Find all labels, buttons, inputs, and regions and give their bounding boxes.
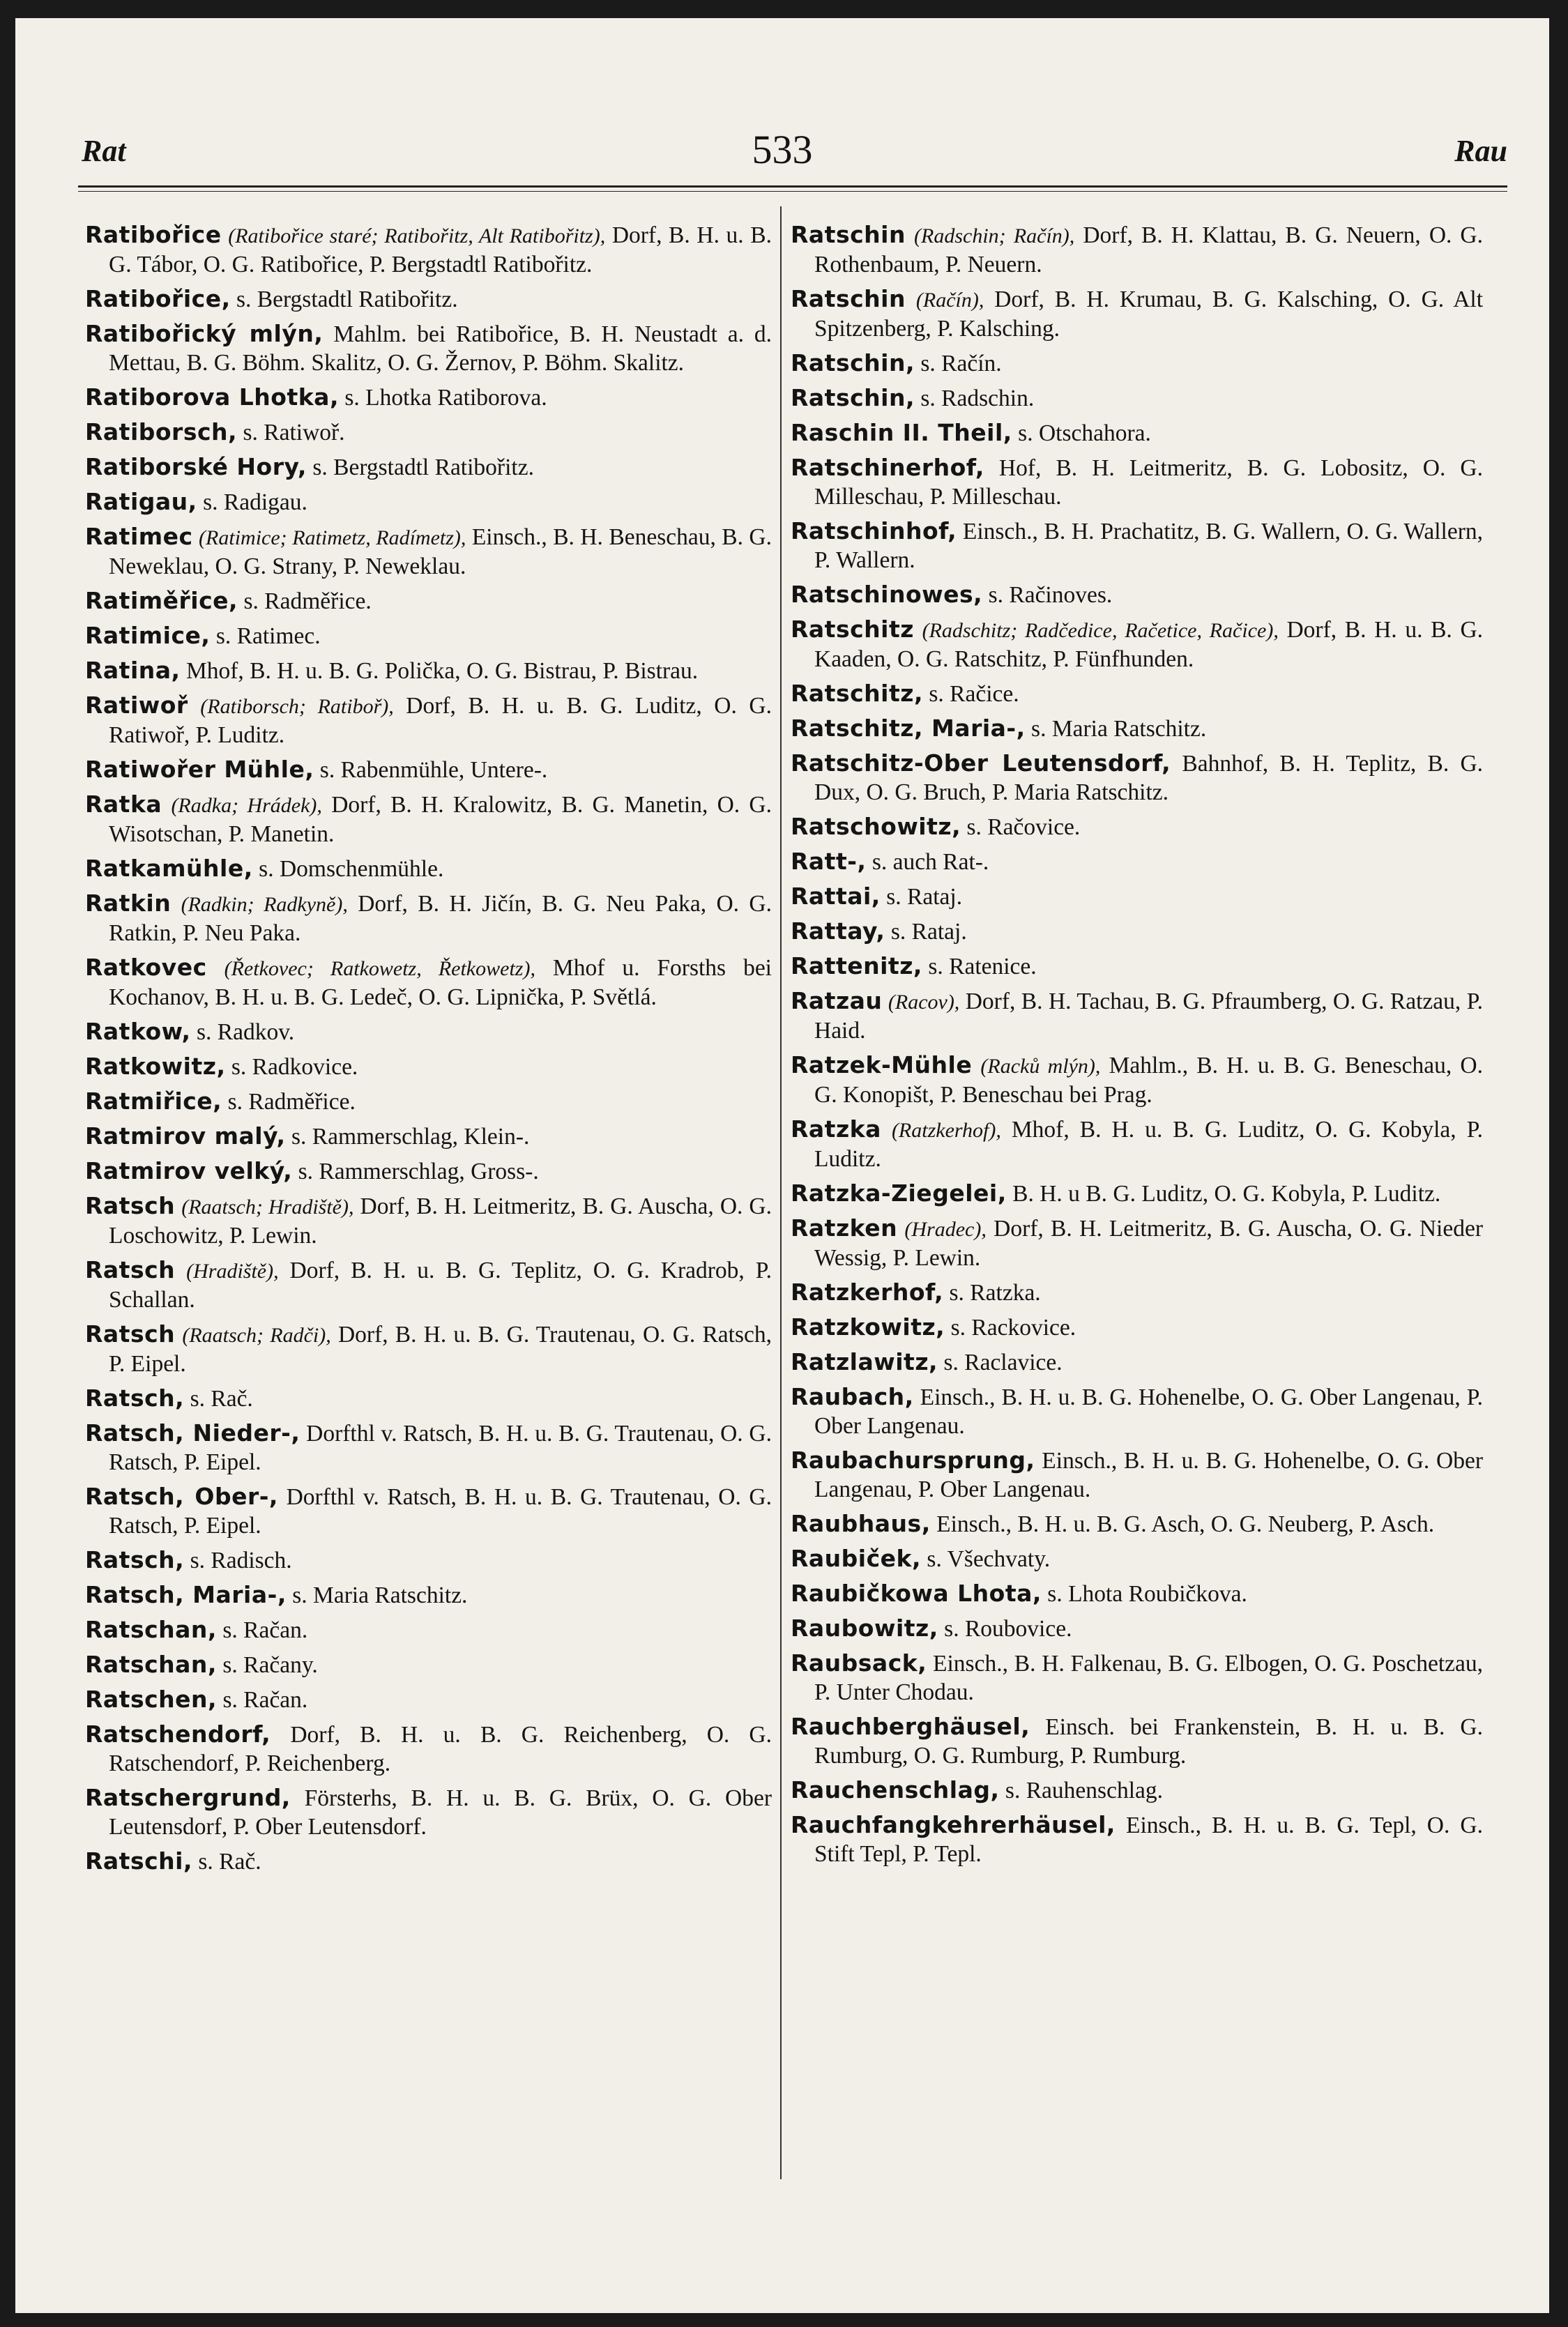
entry-headword: Ratzek-Mühle: [791, 1051, 973, 1078]
gazetteer-entry: [85, 621, 772, 650]
entry-description: Mhof u. Forsths bei Kochanov, B. H. u. B. G. Ledeč, O. G. Lipnička, P. Světlá.: [109, 955, 772, 1010]
gazetteer-entry: [85, 1384, 772, 1413]
entry-description: s. Bergstadtl Ratibořitz.: [306, 455, 534, 480]
gazetteer-entry: [791, 679, 1483, 708]
entry-headword: Ratschin,: [791, 349, 915, 376]
gazetteer-entry: [791, 847, 1483, 876]
entry-description: s. Radigau.: [197, 489, 307, 515]
gazetteer-entry: [791, 986, 1483, 1045]
entry-variant-names: (Hradiště),: [186, 1260, 279, 1283]
entry-description: s. Lhota Roubičkova.: [1041, 1581, 1247, 1607]
header-rule: [78, 185, 1507, 188]
gazetteer-entry: [85, 1546, 772, 1575]
entry-description: Dorf, B. H. u. B. G. Reichenberg, O. G. Ratschendorf, P. Reichenberg.: [109, 1722, 772, 1776]
entry-headword: Ratsch: [85, 1320, 176, 1348]
entry-headword: Raubsack,: [791, 1649, 927, 1677]
gazetteer-entry: [791, 1214, 1483, 1272]
entry-headword: Rauchberghäusel,: [791, 1713, 1030, 1740]
entry-headword: Ratsch: [85, 1192, 176, 1219]
entry-description: s. Rammerschlag, Gross-.: [292, 1159, 539, 1184]
entry-description: s. Roubovice.: [938, 1616, 1072, 1642]
gazetteer-entry: [791, 1810, 1483, 1868]
gazetteer-entry: [791, 580, 1483, 609]
entry-headword: Raubachursprung,: [791, 1447, 1035, 1474]
gazetteer-entry: [85, 319, 772, 377]
entry-variant-names: (Ratiborsch; Ratiboř),: [200, 695, 394, 718]
entry-headword: Ratt-,: [791, 848, 867, 875]
entry-description: B. H. u B. G. Luditz, O. G. Kobyla, P. Luditz.: [1006, 1181, 1441, 1207]
column-divider: [780, 206, 782, 2179]
entry-description: s. Radkovice.: [225, 1054, 358, 1080]
entry-description: Dorf, B. H. Leitmeritz, B. G. Auscha, O. G. Loschowitz, P. Lewin.: [109, 1193, 772, 1249]
entry-headword: Rattay,: [791, 917, 885, 945]
gazetteer-entry: [791, 1382, 1483, 1440]
entry-headword: Ratzka: [791, 1115, 881, 1143]
entry-headword: Rattai,: [791, 883, 881, 910]
gazetteer-entry: [791, 1115, 1483, 1173]
entry-description: s. Radměřice.: [238, 588, 372, 614]
gazetteer-entry: [791, 453, 1483, 511]
entry-description: s. Otschahora.: [1012, 420, 1151, 446]
gazetteer-entry: [85, 452, 772, 482]
entry-headword: Ratschinerhof,: [791, 454, 984, 481]
entry-headword: Ratibořice: [85, 221, 222, 248]
entry-variant-names: (Ratimice; Ratimetz, Radímetz),: [199, 526, 466, 549]
entry-headword: Ratzka-Ziegelei,: [791, 1180, 1007, 1207]
entry-description: s. Rammerschlag, Klein-.: [285, 1124, 530, 1150]
entry-headword: Ratsch: [85, 1256, 176, 1283]
entry-headword: Ratschitz-Ober Leutensdorf,: [791, 749, 1171, 777]
entry-description: Einsch., B. H. u. B. G. Asch, O. G. Neuberg, P. Asch.: [930, 1511, 1435, 1537]
gazetteer-entry: [791, 812, 1483, 841]
gazetteer-entry: [85, 1847, 772, 1876]
entry-description: s. Radměřice.: [222, 1089, 356, 1115]
gazetteer-entry: [85, 1720, 772, 1778]
entry-headword: Raschin II. Theil,: [791, 419, 1012, 446]
gazetteer-entry: [791, 1313, 1483, 1342]
gazetteer-entry: [791, 220, 1483, 279]
gazetteer-entry: [791, 714, 1483, 743]
entry-headword: Ratmirov malý,: [85, 1122, 286, 1150]
gazetteer-entry: [85, 1017, 772, 1046]
entry-description: Dorf, B. H. u. B. G. Luditz, O. G. Ratiwoř, P. Luditz.: [109, 693, 772, 748]
gazetteer-entry: [85, 220, 772, 279]
entry-headword: Ratzkowitz,: [791, 1313, 945, 1341]
gazetteer-entry: [85, 418, 772, 447]
entry-variant-names: (Radschitz; Radčedice, Račetice, Račice),: [922, 619, 1279, 642]
entry-variant-names: (Řetkovec; Ratkowetz, Řetkowetz),: [224, 957, 535, 980]
gazetteer-entry: [85, 1419, 772, 1477]
gazetteer-entry: [85, 953, 772, 1012]
entry-headword: Ratimec: [85, 523, 193, 550]
entry-description: s. Rač.: [184, 1386, 253, 1412]
gazetteer-entry: [791, 1179, 1483, 1208]
gazetteer-entry: [791, 1348, 1483, 1377]
entry-variant-names: (Radka; Hrádek),: [171, 794, 322, 817]
gazetteer-entry: [791, 284, 1483, 343]
entry-headword: Ratschan,: [85, 1616, 217, 1643]
entry-headword: Ratschinhof,: [791, 517, 957, 544]
gazetteer-entry: [85, 487, 772, 517]
entry-variant-names: (Racků mlýn),: [980, 1055, 1101, 1078]
entry-description: s. Ratenice.: [922, 954, 1037, 979]
entry-description: Försterhs, B. H. u. B. G. Brüx, O. G. Ober Leutensdorf, P. Ober Leutensdorf.: [109, 1785, 772, 1840]
gazetteer-entry: [85, 755, 772, 784]
gazetteer-entry: [85, 284, 772, 314]
entry-description: Einsch. bei Frankenstein, B. H. u. B. G. Rumburg, O. G. Rumburg, P. Rumburg.: [814, 1714, 1483, 1769]
entry-description: Mahlm. bei Ratibořice, B. H. Neustadt a. d. Mettau, B. G. Böhm. Skalitz, O. G. Žernov, P. Böhm. Skalitz.: [109, 321, 772, 376]
entry-description: Einsch., B. H. Beneschau, B. G. Neweklau, O. G. Strany, P. Neweklau.: [109, 524, 772, 579]
gazetteer-entry: [85, 790, 772, 848]
entry-description: s. Ratimec.: [210, 623, 321, 649]
entry-description: s. Rauhenschlag.: [999, 1778, 1163, 1803]
entry-description: Dorf, B. H. u. B. G. Teplitz, O. G. Kradrob, P. Schallan.: [109, 1258, 772, 1313]
entry-headword: Raubach,: [791, 1383, 914, 1410]
entry-headword: Ratkow,: [85, 1018, 191, 1045]
gazetteer-entry: [791, 882, 1483, 911]
gazetteer-entry: [791, 349, 1483, 378]
entry-description: Dorf, B. H. Tachau, B. G. Pfraumberg, O. G. Ratzau, P. Haid.: [814, 989, 1483, 1044]
entry-headword: Ratka: [85, 791, 162, 818]
entry-description: Mhof, B. H. u. B. G. Polička, O. G. Bistrau, P. Bistrau.: [180, 658, 699, 684]
entry-description: Dorf, B. H. Leitmeritz, B. G. Auscha, O. G. Nieder Wessig, P. Lewin.: [814, 1216, 1483, 1271]
entry-variant-names: (Ratibořice staré; Ratibořitz, Alt Ratibořitz),: [228, 224, 606, 247]
entry-headword: Raubhaus,: [791, 1510, 931, 1537]
entry-headword: Ratschitz, Maria-,: [791, 715, 1026, 742]
entry-headword: Raubiček,: [791, 1545, 922, 1572]
entry-headword: Raubowitz,: [791, 1615, 938, 1642]
gazetteer-entry: [85, 691, 772, 749]
entry-headword: Ratiborova Lhotka,: [85, 383, 339, 411]
entry-headword: Ratkowitz,: [85, 1053, 226, 1080]
entry-headword: Ratschendorf,: [85, 1721, 271, 1748]
entry-headword: Ratiwoř: [85, 692, 188, 719]
gazetteer-entry: [85, 656, 772, 685]
gazetteer-entry: [85, 522, 772, 581]
entry-description: s. Rataj.: [880, 884, 963, 910]
entry-description: s. Račovice.: [961, 814, 1081, 840]
entry-description: Dorf, B. H. Jičín, B. G. Neu Paka, O. G. Ratkin, P. Neu Paka.: [109, 891, 772, 946]
gazetteer-entry: [85, 1052, 772, 1081]
gazetteer-entry: [85, 854, 772, 883]
entry-description: s. Radschin.: [915, 386, 1035, 411]
entry-description: s. Radkov.: [190, 1019, 295, 1045]
entry-description: s. auch Rat-.: [866, 849, 989, 875]
entry-description: Dorfthl v. Ratsch, B. H. u. B. G. Trautenau, O. G. Ratsch, P. Eipel.: [109, 1421, 772, 1475]
left-column: [85, 220, 772, 1882]
entry-headword: Ratschinowes,: [791, 581, 983, 608]
entry-headword: Ratschowitz,: [791, 813, 961, 840]
entry-description: s. Račan.: [217, 1687, 308, 1713]
gazetteer-entry: [791, 1649, 1483, 1707]
entry-description: s. Domschenmühle.: [252, 856, 444, 882]
entry-description: Einsch., B. H. Prachatitz, B. G. Wallern, O. G. Wallern, P. Wallern.: [814, 519, 1483, 573]
entry-description: Dorf, B. H. Kralowitz, B. G. Manetin, O. G. Wisotschan, P. Manetin.: [109, 792, 772, 847]
gazetteer-entry: [791, 749, 1483, 807]
gazetteer-entry: [791, 952, 1483, 981]
entry-description: s. Lhotka Ratiborova.: [339, 385, 547, 411]
gazetteer-entry: [85, 1482, 772, 1540]
entry-description: Bahnhof, B. H. Teplitz, B. G. Dux, O. G. Bruch, P. Maria Ratschitz.: [814, 751, 1484, 805]
entry-headword: Ratzlawitz,: [791, 1348, 938, 1375]
entry-headword: Rattenitz,: [791, 952, 922, 979]
entry-headword: Ratiborské Hory,: [85, 453, 307, 480]
entry-headword: Ratkamühle,: [85, 855, 253, 882]
entry-description: s. Rabenmühle, Untere-.: [314, 757, 548, 783]
entry-variant-names: (Radschin; Račín),: [914, 224, 1075, 247]
entry-headword: Ratzken: [791, 1214, 898, 1242]
entry-headword: Ratzau: [791, 987, 883, 1014]
entry-headword: Ratsch, Nieder-,: [85, 1419, 300, 1447]
header-left-catchword: Rat: [82, 134, 126, 168]
entry-description: Einsch., B. H. u. B. G. Tepl, O. G. Stift Tepl, P. Tepl.: [814, 1813, 1483, 1867]
gazetteer-entry: [791, 1712, 1483, 1770]
gazetteer-entry: [85, 1685, 772, 1714]
gazetteer-entry: [85, 1157, 772, 1186]
entry-headword: Ratsch,: [85, 1546, 185, 1573]
entry-headword: Ratschin,: [791, 384, 915, 411]
entry-description: s. Račan.: [216, 1617, 308, 1643]
gazetteer-entry: [791, 1776, 1483, 1805]
entry-description: s. Bergstadtl Ratibořitz.: [230, 287, 458, 312]
gazetteer-entry: [791, 917, 1483, 946]
gazetteer-entry: [791, 383, 1483, 413]
entry-description: Dorf, B. H. u. B. G. Trautenau, O. G. Ratsch, P. Eipel.: [109, 1322, 772, 1377]
gazetteer-entry: [85, 1580, 772, 1610]
entry-headword: Ratschan,: [85, 1651, 217, 1678]
entry-description: s. Račany.: [216, 1652, 318, 1678]
entry-description: Dorf, B. H. u. B. G. Kaaden, O. G. Ratschitz, P. Fünfhunden.: [814, 617, 1484, 672]
entry-description: s. Maria Ratschitz.: [286, 1582, 468, 1608]
gazetteer-entry: [85, 1191, 772, 1250]
entry-headword: Ratkin: [85, 890, 172, 917]
header-rule-thin: [78, 191, 1507, 192]
entry-description: Dorf, B. H. u. B. G. Tábor, O. G. Ratibořice, P. Bergstadtl Ratibořitz.: [109, 222, 772, 277]
entry-headword: Rauchfangkehrerhäusel,: [791, 1811, 1116, 1838]
entry-description: s. Všechvaty.: [921, 1546, 1051, 1572]
entry-variant-names: (Hradec),: [904, 1218, 987, 1241]
entry-headword: Ratschi,: [85, 1847, 192, 1875]
entry-headword: Ratmirov velký,: [85, 1157, 293, 1184]
running-header: [15, 119, 1549, 175]
header-right-catchword: Rau: [1454, 134, 1507, 168]
entry-description: s. Rataj.: [885, 919, 967, 945]
entry-description: Mhof, B. H. u. B. G. Luditz, O. G. Kobyla, P. Luditz.: [814, 1117, 1484, 1172]
entry-headword: Ratiměřice,: [85, 587, 238, 614]
entry-description: s. Maria Ratschitz.: [1025, 716, 1207, 742]
right-column: [791, 220, 1483, 1874]
gazetteer-entry: [791, 1509, 1483, 1539]
entry-variant-names: (Racov),: [888, 991, 960, 1014]
page-number: 533: [752, 127, 813, 172]
entry-variant-names: (Ratzkerhof),: [891, 1119, 1001, 1142]
entry-description: s. Raclavice.: [938, 1350, 1063, 1375]
gazetteer-entry: [791, 517, 1483, 574]
gazetteer-entry: [791, 418, 1483, 448]
entry-headword: Ratschitz,: [791, 680, 923, 707]
gazetteer-entry: [85, 1122, 772, 1151]
gazetteer-entry: [85, 586, 772, 616]
entry-headword: Ratmiřice,: [85, 1088, 222, 1115]
entry-description: Dorfthl v. Ratsch, B. H. u. B. G. Trautenau, O. G. Ratsch, P. Eipel.: [109, 1484, 772, 1539]
entry-description: Einsch., B. H. u. B. G. Hohenelbe, O. G. Ober Langenau, P. Ober Langenau.: [814, 1448, 1483, 1502]
gazetteer-entry: [791, 1579, 1483, 1608]
entry-headword: Ratiwořer Mühle,: [85, 756, 314, 783]
entry-headword: Ratschin: [791, 285, 906, 312]
entry-description: Hof, B. H. Leitmeritz, B. G. Lobositz, O. G. Milleschau, P. Milleschau.: [814, 455, 1483, 510]
gazetteer-entry: [85, 1256, 772, 1314]
gazetteer-entry: [85, 1615, 772, 1645]
gazetteer-entry: [791, 1446, 1483, 1504]
gazetteer-entry: [791, 1544, 1483, 1573]
entry-description: Dorf, B. H. Klattau, B. G. Neuern, O. G. Rothenbaum, P. Neuern.: [814, 222, 1483, 277]
entry-headword: Ratibořice,: [85, 285, 231, 312]
entry-variant-names: (Račín),: [915, 289, 984, 312]
entry-headword: Ratsch, Maria-,: [85, 1581, 287, 1608]
entry-description: s. Račice.: [922, 681, 1019, 707]
entry-description: Einsch., B. H. u. B. G. Hohenelbe, O. G. Ober Langenau, P. Ober Langenau.: [814, 1384, 1483, 1439]
entry-description: s. Račín.: [915, 351, 1002, 376]
gazetteer-entry: [791, 1051, 1483, 1109]
gazetteer-entry: [85, 1783, 772, 1841]
entry-headword: Ratigau,: [85, 488, 197, 515]
gazetteer-entry: [791, 1278, 1483, 1307]
gazetteer-entry: [85, 889, 772, 947]
gazetteer-entry: [791, 1614, 1483, 1643]
entry-headword: Ratimice,: [85, 622, 211, 649]
entry-variant-names: (Raatsch; Radči),: [182, 1324, 331, 1347]
entry-description: Dorf, B. H. Krumau, B. G. Kalsching, O. G. Alt Spitzenberg, P. Kalsching.: [814, 287, 1484, 342]
entry-headword: Ratibořický mlýn,: [85, 320, 324, 347]
gazetteer-entry: [791, 615, 1483, 673]
entry-headword: Ratzkerhof,: [791, 1279, 944, 1306]
entry-headword: Ratsch,: [85, 1384, 185, 1412]
entry-description: s. Račinoves.: [982, 582, 1113, 608]
entry-headword: Ratsch, Ober-,: [85, 1483, 278, 1510]
entry-description: s. Ratzka.: [943, 1280, 1041, 1306]
entry-headword: Rauchenschlag,: [791, 1776, 1000, 1803]
gazetteer-entry: [85, 383, 772, 412]
entry-headword: Ratschen,: [85, 1686, 218, 1713]
entry-headword: Ratschitz: [791, 616, 914, 643]
dictionary-page: [15, 18, 1549, 2313]
entry-description: Einsch., B. H. Falkenau, B. G. Elbogen, O. G. Poschetzau, P. Unter Chodau.: [814, 1651, 1483, 1705]
gazetteer-entry: [85, 1087, 772, 1116]
gazetteer-entry: [85, 1320, 772, 1378]
entry-headword: Ratkovec: [85, 954, 207, 981]
entry-headword: Ratina,: [85, 657, 181, 684]
entry-description: s. Radisch.: [184, 1548, 292, 1573]
entry-headword: Raubičkowa Lhota,: [791, 1580, 1042, 1607]
entry-variant-names: (Radkin; Radkyně),: [181, 893, 348, 916]
entry-description: s. Ratiwoř.: [237, 420, 345, 445]
entry-description: s. Rackovice.: [945, 1315, 1076, 1341]
gazetteer-entry: [85, 1650, 772, 1679]
entry-headword: Ratschergrund,: [85, 1784, 291, 1811]
entry-headword: Ratiborsch,: [85, 418, 238, 445]
entry-description: s. Rač.: [192, 1849, 261, 1875]
entry-variant-names: (Raatsch; Hradiště),: [181, 1196, 354, 1219]
entry-headword: Ratschin: [791, 221, 906, 248]
entry-description: Mahlm., B. H. u. B. G. Beneschau, O. G. Konopišt, P. Beneschau bei Prag.: [814, 1053, 1483, 1108]
